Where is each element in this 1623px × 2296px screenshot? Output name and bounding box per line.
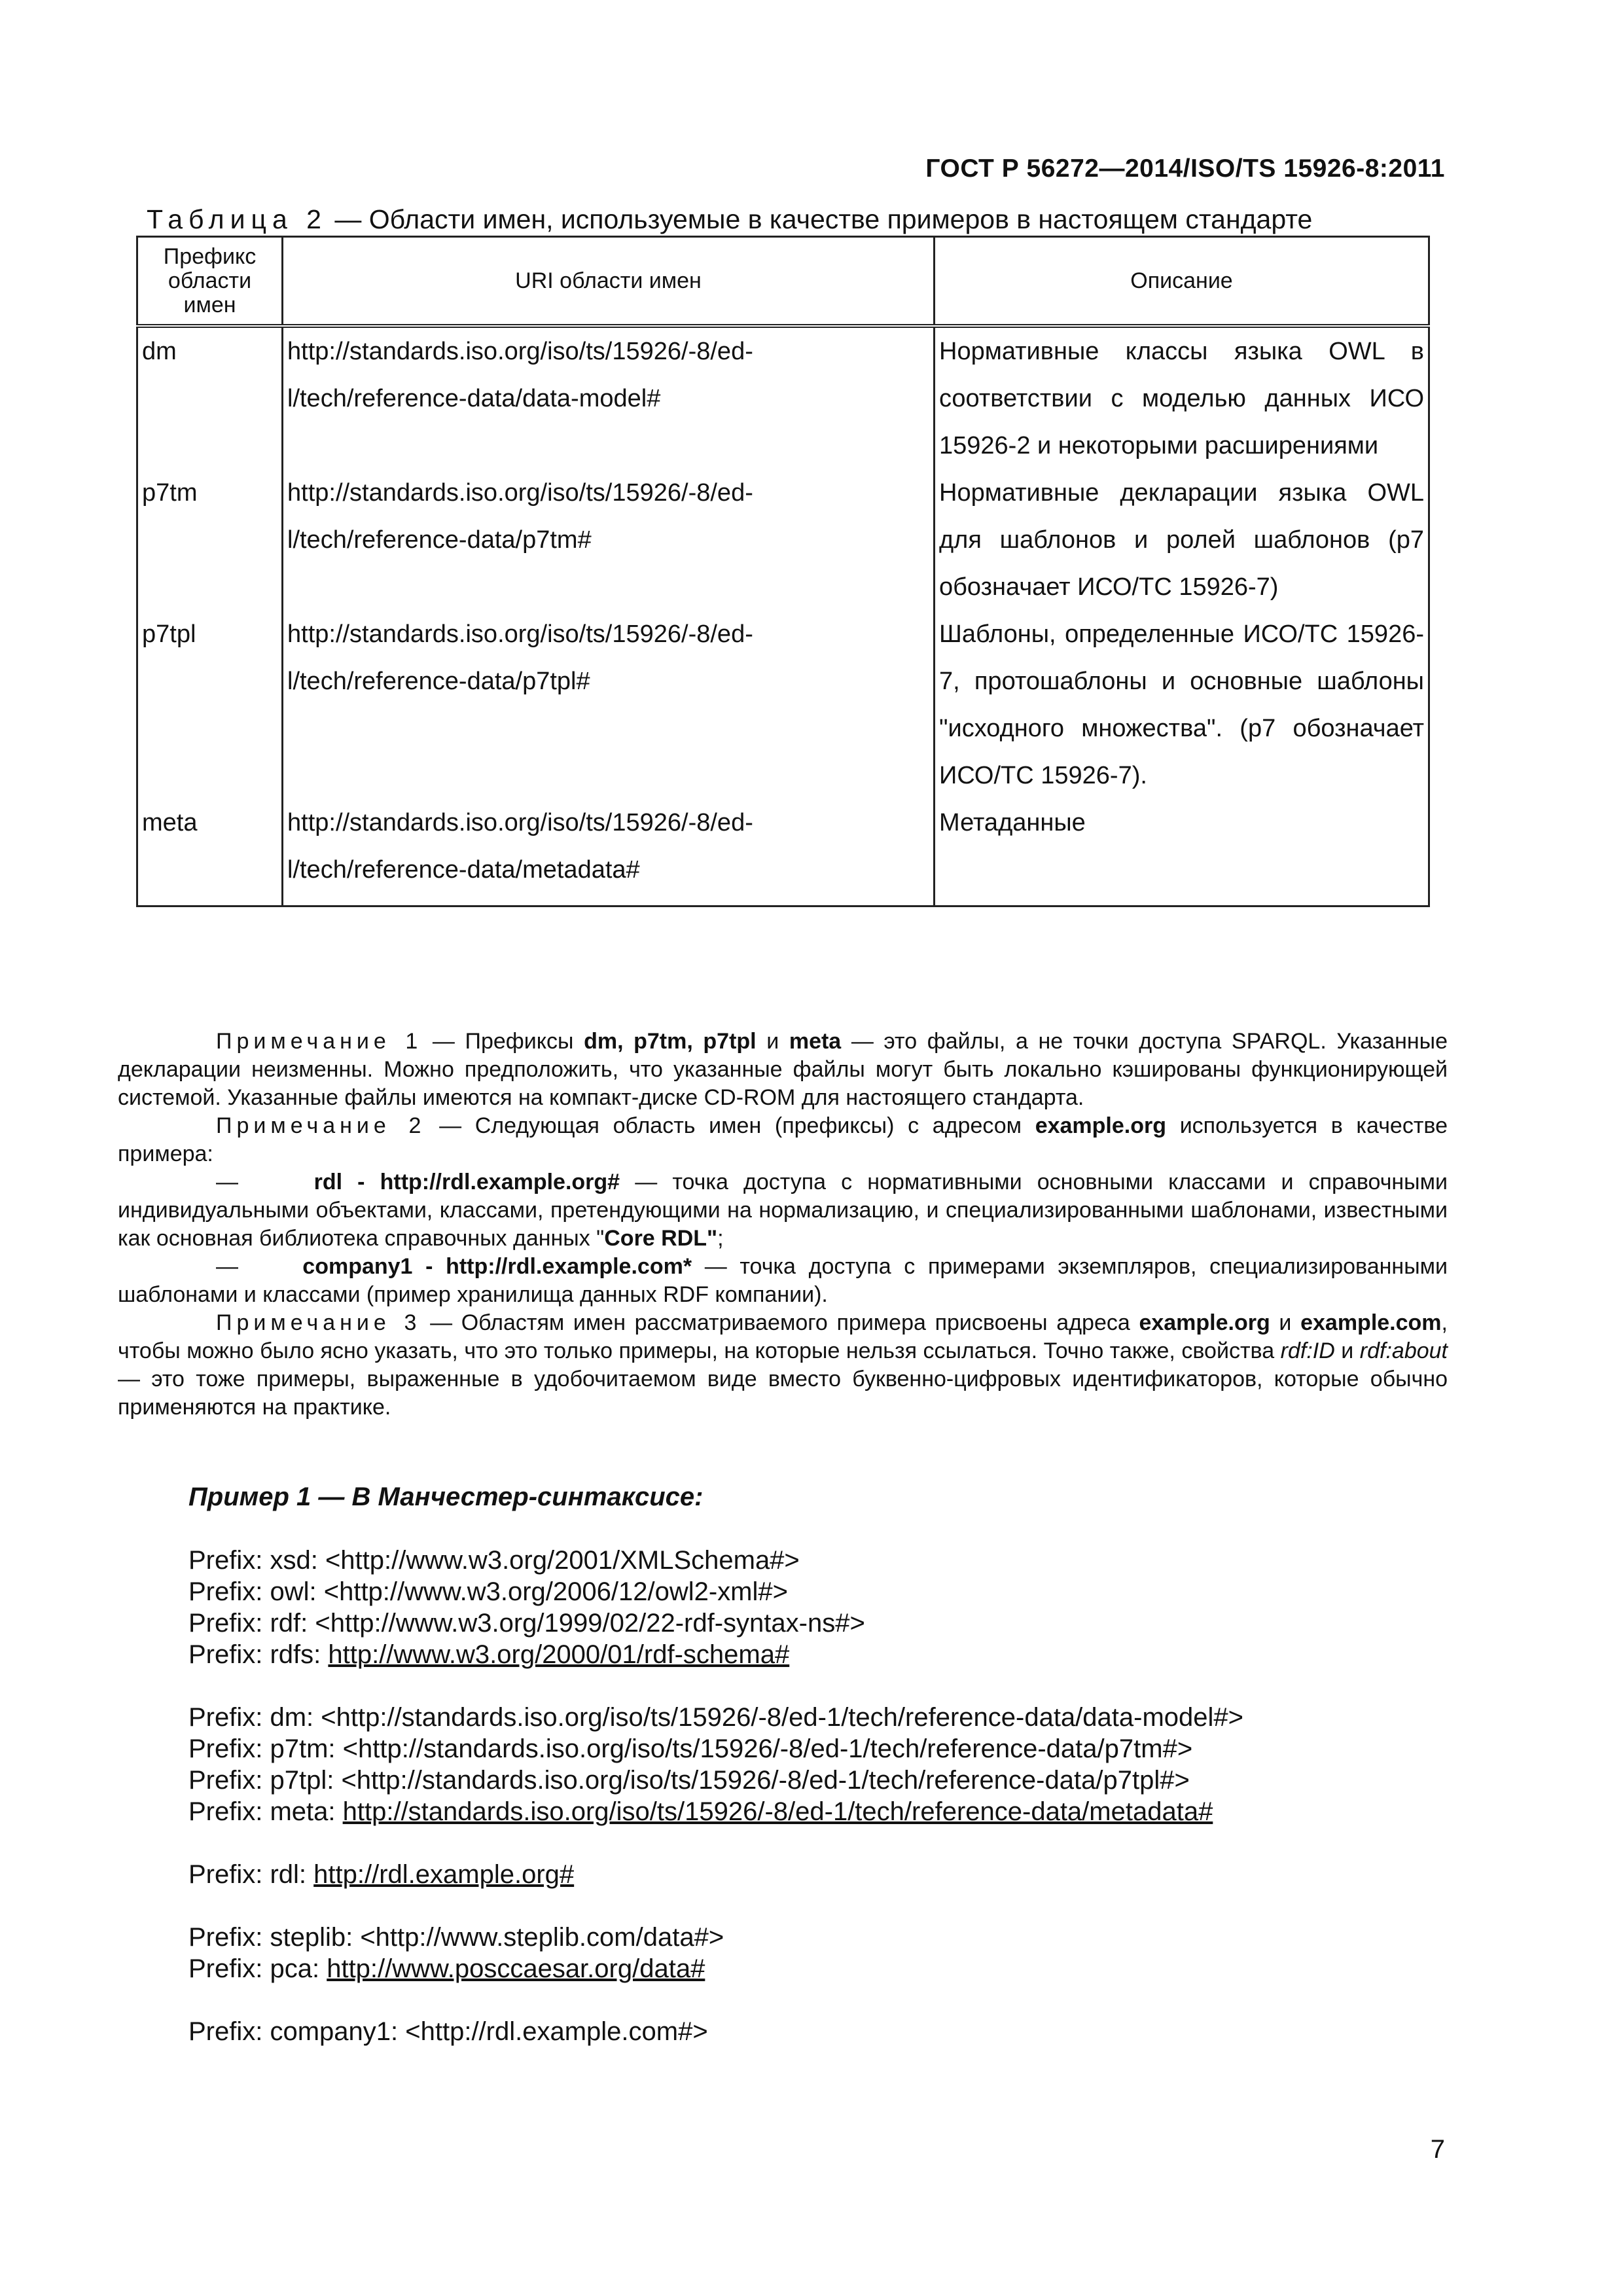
- cell-prefix: p7tpl: [137, 611, 283, 799]
- table-row: [137, 799, 1429, 906]
- header-description: Описание: [935, 237, 1429, 327]
- page-number: 7: [1430, 2135, 1445, 2164]
- code-link[interactable]: http://rdl.example.org#: [313, 1860, 575, 1889]
- table-caption: [147, 204, 1469, 235]
- cell-prefix: dm: [137, 326, 283, 469]
- cell-description: Нормативные классы языка OWL в соответствии с моделью данных ИСО 15926-2 и некоторыми расширениями: [935, 326, 1429, 469]
- code-line: Prefix: p7tm: <http://standards.iso.org/iso/ts/15926/-8/ed-1/tech/reference-data/p7tm#>: [188, 1734, 1193, 1763]
- code-line: Prefix: meta: http://standards.iso.org/iso/ts/15926/-8/ed-1/tech/reference-data/metadata#: [188, 1797, 1213, 1826]
- code-line: Prefix: company1: <http://rdl.example.com#>: [188, 2017, 708, 2046]
- note-1: Примечание 1 — Префиксы dm, p7tm, p7tpl и meta — это файлы, а не точки доступа SPARQL. Указанные декларации неизменны. Можно предположить, что указанные файлы могут быть локально кэшированы функционирующей системой. Указанные файлы имеются на компакт-диске CD-ROM для настоящего стандарта.: [118, 1029, 1448, 1110]
- code-line: Prefix: xsd: <http://www.w3.org/2001/XMLSchema#>: [188, 1546, 800, 1575]
- cell-description: Метаданные: [935, 799, 1429, 906]
- cell-uri: http://standards.iso.org/iso/ts/15926/-8/ed- l/tech/reference-data/data-model#: [283, 326, 935, 469]
- cell-uri: http://standards.iso.org/iso/ts/15926/-8/ed- l/tech/reference-data/p7tm#: [283, 469, 935, 611]
- example-code: [188, 1545, 1243, 2047]
- table-header-row: [137, 237, 1429, 327]
- code-line: Prefix: dm: <http://standards.iso.org/iso/ts/15926/-8/ed-1/tech/reference-data/data-model#>: [188, 1703, 1244, 1732]
- table-row: [137, 611, 1429, 799]
- code-line: Prefix: steplib: <http://www.steplib.com/data#>: [188, 1923, 724, 1952]
- code-line: Prefix: pca: http://www.posccaesar.org/data#: [188, 1954, 705, 1983]
- table-row: [137, 469, 1429, 611]
- code-link[interactable]: http://standards.iso.org/iso/ts/15926/-8/ed-1/tech/reference-data/metadata#: [342, 1797, 1213, 1826]
- note-2-item-rdl: — rdl - http://rdl.example.org# — точка доступа с нормативными основными классами и справочными индивидуальными объектами, классами, претендующими на нормализацию, и специализированными шаблонами, известными как основная библиотека справочных данных "Core RDL";: [118, 1170, 1448, 1251]
- note-3: Примечание 3 — Областям имен рассматриваемого примера присвоены адреса example.org и example.com, чтобы можно было ясно указать, что это только примеры, на которые нельзя ссылаться. Точно также, свойства rdf:ID и rdf:about — это тоже примеры, выраженные в удобочитаемом виде вместо буквенно-цифровых идентификаторов, которые обычно применяются на практике.: [118, 1310, 1448, 1420]
- table-caption-text: — Области имен, используемые в качестве примеров в настоящем стандарте: [327, 204, 1313, 234]
- code-link[interactable]: http://www.posccaesar.org/data#: [327, 1954, 705, 1983]
- table-row: [137, 326, 1429, 469]
- cell-description: Нормативные декларации языка OWL для шаблонов и ролей шаблонов (p7 обозначает ИСО/ТС 15926-7): [935, 469, 1429, 611]
- note-2-item-company1: — company1 - http://rdl.example.com* — точка доступа с примерами экземпляров, специализированными шаблонами и классами (пример хранилища данных RDF компании).: [118, 1254, 1448, 1307]
- document-header: ГОСТ Р 56272—2014/ISO/TS 15926-8:2011: [925, 154, 1445, 183]
- code-line: Prefix: p7tpl: <http://standards.iso.org/iso/ts/15926/-8/ed-1/tech/reference-data/p7tpl#>: [188, 1766, 1190, 1795]
- cell-description: Шаблоны, определенные ИСО/ТС 15926-7, протошаблоны и основные шаблоны "исходного множества". (p7 обозначает ИСО/ТС 15926-7).: [935, 611, 1429, 799]
- cell-prefix: meta: [137, 799, 283, 906]
- code-line: Prefix: rdl: http://rdl.example.org#: [188, 1860, 575, 1889]
- table-caption-label: Таблица 2: [147, 204, 327, 234]
- cell-uri: http://standards.iso.org/iso/ts/15926/-8/ed- l/tech/reference-data/metadata#: [283, 799, 935, 906]
- example-title: Пример 1 — В Манчестер-синтаксисе:: [188, 1482, 704, 1511]
- cell-uri: http://standards.iso.org/iso/ts/15926/-8/ed- l/tech/reference-data/p7tpl#: [283, 611, 935, 799]
- notes-section: [118, 1028, 1448, 1422]
- code-line: Prefix: owl: <http://www.w3.org/2006/12/owl2-xml#>: [188, 1577, 788, 1606]
- header-uri: URI области имен: [283, 237, 935, 327]
- code-line: Prefix: rdf: <http://www.w3.org/1999/02/22-rdf-syntax-ns#>: [188, 1609, 865, 1638]
- namespace-table: [136, 236, 1430, 907]
- cell-prefix: p7tm: [137, 469, 283, 611]
- code-link[interactable]: http://www.w3.org/2000/01/rdf-schema#: [328, 1640, 790, 1669]
- code-line: Prefix: rdfs: http://www.w3.org/2000/01/rdf-schema#: [188, 1640, 790, 1669]
- note-2: Примечание 2 — Следующая область имен (префиксы) с адресом example.org используется в качестве примера:: [118, 1113, 1448, 1166]
- header-prefix: Префикс области имен: [137, 237, 283, 327]
